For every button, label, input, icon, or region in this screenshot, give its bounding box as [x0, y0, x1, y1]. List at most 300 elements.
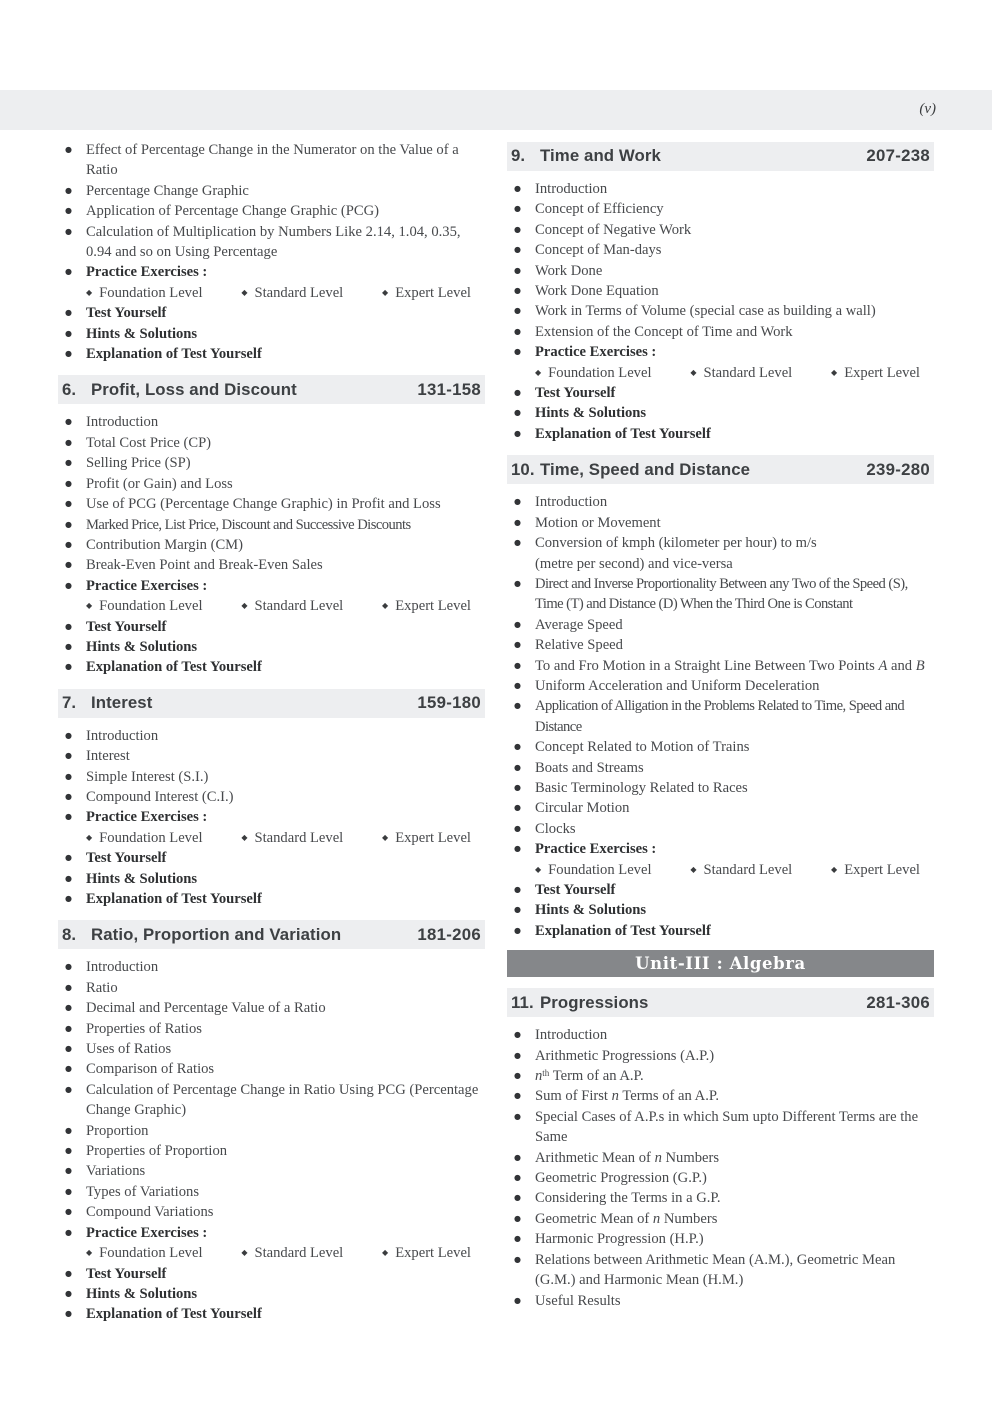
bullet-icon: ●	[514, 1091, 521, 1101]
practice-levels-row	[86, 283, 471, 303]
bullet-icon: ●	[65, 1268, 72, 1278]
bullet-icon: ●	[514, 265, 521, 275]
toc-item-text: Practice Exercises :	[86, 577, 208, 594]
bullet-icon: ●	[514, 1254, 521, 1264]
toc-item-text: Explanation of Test Yourself	[86, 1306, 262, 1323]
toc-item-text: Use of PCG (Percentage Change Graphic) in Profit and Loss	[86, 496, 441, 513]
toc-item-text: Percentage Change Graphic	[86, 182, 249, 199]
diamond-icon: ◆	[86, 601, 93, 611]
level-option	[535, 363, 652, 383]
practice-levels-row	[86, 828, 471, 848]
toc-item-text: Marked Price, List Price, Discount and Successive Discounts	[86, 516, 411, 533]
toc-item-text: Hints & Solutions	[86, 638, 198, 655]
toc-item	[58, 787, 485, 807]
chapter-topics	[507, 1025, 934, 1311]
toc-item-text: Conversion of kmph (kilometer per hour) to m/s (metre per second) and vice-versa	[535, 535, 817, 572]
diamond-icon: ◆	[241, 1248, 248, 1258]
level-label: Foundation Level	[99, 598, 203, 615]
level-label: Expert Level	[844, 861, 920, 878]
toc-item-text: Decimal and Percentage Value of a Ratio	[86, 1000, 326, 1017]
level-label: Foundation Level	[548, 364, 652, 381]
bullet-icon: ●	[65, 267, 72, 277]
chapter-number: 8.	[62, 924, 77, 944]
practice-levels-row	[86, 1243, 471, 1263]
toc-item	[507, 880, 934, 900]
chapter-topics	[58, 412, 485, 677]
bullet-icon: ●	[514, 762, 521, 772]
toc-item	[507, 261, 934, 281]
level-label: Expert Level	[395, 598, 471, 615]
bullet-icon: ●	[65, 328, 72, 338]
chapter-topics	[58, 726, 485, 910]
chapter-heading	[507, 988, 934, 1017]
bullet-icon: ●	[514, 803, 521, 813]
bullet-icon: ●	[65, 478, 72, 488]
bullet-icon: ●	[65, 499, 72, 509]
bullet-icon: ●	[514, 742, 521, 752]
bullet-icon: ●	[65, 539, 72, 549]
toc-item-text: Clocks	[535, 820, 576, 837]
toc-item-text: Simple Interest (S.I.)	[86, 768, 209, 785]
toc-item	[507, 574, 934, 615]
bullet-icon: ●	[65, 308, 72, 318]
bullet-icon: ●	[65, 206, 72, 216]
chapter-number: 9.	[511, 146, 526, 166]
toc-item	[58, 637, 485, 657]
toc-item-text: Relations between Arithmetic Mean (A.M.), Geometric Mean (G.M.) and Harmonic Mean (H.M.)	[535, 1251, 896, 1289]
bullet-icon: ●	[65, 894, 72, 903]
bullet-icon: ●	[65, 145, 72, 154]
bullet-icon: ●	[514, 640, 521, 650]
level-option	[382, 828, 471, 848]
toc-item-text: Basic Terminology Related to Races	[535, 779, 748, 796]
toc-item-text: Hints & Solutions	[86, 325, 198, 342]
toc-item	[58, 1304, 485, 1324]
chapter-section	[58, 920, 485, 1324]
toc-item	[58, 848, 485, 868]
bullet-icon: ●	[514, 306, 521, 316]
diamond-icon: ◆	[241, 287, 248, 297]
practice-levels-row	[535, 363, 920, 383]
toc-item	[58, 767, 485, 787]
chapter-section	[58, 689, 485, 910]
toc-item	[58, 201, 485, 221]
diamond-icon: ◆	[535, 864, 542, 874]
diamond-icon: ◆	[690, 367, 697, 377]
toc-item	[507, 179, 934, 199]
diamond-icon: ◆	[241, 601, 248, 611]
bullet-icon: ●	[514, 782, 521, 792]
toc-item	[507, 1107, 934, 1148]
bullet-icon: ●	[65, 185, 72, 195]
level-option	[241, 828, 343, 848]
toc-item	[507, 1025, 934, 1045]
diamond-icon: ◆	[382, 832, 389, 842]
unit-banner-label: Unit-III : Algebra	[635, 953, 806, 973]
toc-item-text: Test Yourself	[535, 882, 616, 898]
level-label: Foundation Level	[99, 284, 203, 301]
toc-item-text: Practice Exercises :	[86, 1224, 208, 1241]
bullet-icon: ●	[65, 580, 72, 590]
toc-item-text: Motion or Movement	[535, 514, 661, 531]
bullet-icon: ●	[65, 730, 72, 740]
level-option	[382, 283, 471, 303]
toc-item	[507, 281, 934, 301]
toc-item-text: Selling Price (SP)	[86, 455, 191, 472]
toc-item-text: Ratio	[86, 979, 118, 996]
level-label: Foundation Level	[99, 829, 203, 846]
toc-item-text: Special Cases of A.P.s in which Sum upto Different Terms are the Same	[535, 1108, 919, 1146]
toc-item	[507, 533, 934, 574]
chapter-heading	[58, 920, 485, 949]
level-option	[690, 363, 792, 383]
level-option	[86, 596, 203, 616]
toc-item	[58, 1223, 485, 1243]
toc-item	[58, 181, 485, 201]
toc-item	[58, 1080, 485, 1121]
chapter-continuation	[58, 140, 485, 364]
bullet-icon: ●	[514, 326, 521, 336]
bullet-icon: ●	[514, 1234, 521, 1244]
level-option	[535, 860, 652, 880]
bullet-icon: ●	[514, 388, 521, 398]
toc-item-text: Total Cost Price (CP)	[86, 434, 212, 451]
level-label: Expert Level	[395, 829, 471, 846]
toc-item	[58, 222, 485, 263]
toc-item-text: Profit (or Gain) and Loss	[86, 475, 233, 492]
diamond-icon: ◆	[86, 1248, 93, 1258]
level-label: Standard Level	[703, 861, 793, 878]
chapter-section	[507, 455, 934, 941]
chapter-page-range: 281-306	[866, 992, 930, 1012]
chapter-title: Ratio, Proportion and Variation	[91, 924, 342, 944]
chapter-page-range: 239-280	[866, 459, 930, 479]
toc-item-text: Explanation of Test Yourself	[86, 659, 262, 676]
bullet-icon: ●	[65, 621, 72, 631]
toc-item	[58, 869, 485, 889]
toc-item-text: Hints & Solutions	[535, 902, 647, 919]
bullet-icon: ●	[514, 823, 521, 833]
bullet-icon: ●	[65, 751, 72, 761]
bullet-icon: ●	[65, 1186, 72, 1196]
toc-item	[58, 1182, 485, 1202]
bullet-icon: ●	[514, 184, 521, 193]
toc-item-text: Compound Variations	[86, 1204, 214, 1221]
bullet-icon: ●	[514, 1050, 521, 1060]
bullet-icon: ●	[514, 538, 521, 548]
bullet-icon: ●	[65, 417, 72, 427]
chapter-page-range: 181-206	[417, 924, 481, 944]
chapter-heading	[58, 375, 485, 404]
level-label: Foundation Level	[99, 1245, 203, 1262]
chapter-number: 6.	[62, 379, 77, 399]
chapter-section	[507, 142, 934, 444]
page-header-band	[0, 90, 992, 130]
level-option	[241, 283, 343, 303]
bullet-icon: ●	[514, 517, 521, 527]
toc-item-text: Geometric Mean of n Numbers	[535, 1210, 718, 1227]
bullet-icon: ●	[514, 905, 521, 915]
toc-item	[58, 1059, 485, 1079]
bullet-icon: ●	[65, 962, 72, 972]
toc-item	[507, 1209, 934, 1229]
toc-item-text: Concept of Efficiency	[535, 201, 664, 218]
diamond-icon: ◆	[535, 367, 542, 377]
toc-item-text: Comparison of Ratios	[86, 1061, 215, 1078]
toc-item	[58, 303, 485, 323]
toc-item	[507, 635, 934, 655]
bullet-icon: ●	[514, 1173, 521, 1183]
toc-item-text: Uniform Acceleration and Uniform Deceleration	[535, 677, 820, 694]
toc-item	[507, 301, 934, 321]
toc-item-text: Relative Speed	[535, 637, 623, 654]
diamond-icon: ◆	[382, 601, 389, 611]
diamond-icon: ◆	[86, 287, 93, 297]
chapter-heading	[58, 689, 485, 718]
toc-item	[507, 1046, 934, 1066]
toc-item	[507, 1148, 934, 1168]
level-option	[382, 1243, 471, 1263]
bullet-icon: ●	[65, 1166, 72, 1176]
bullet-icon: ●	[514, 885, 521, 894]
toc-item-text: Direct and Inverse Proportionality Between any Two of the Speed (S), Time (T) and Distance (D) When the Third One is Constant	[535, 575, 908, 613]
toc-item-text: Test Yourself	[86, 618, 167, 635]
toc-item	[507, 383, 934, 403]
bullet-icon: ●	[514, 1030, 521, 1040]
toc-item	[58, 433, 485, 453]
bullet-icon: ●	[65, 853, 72, 863]
toc-item	[507, 199, 934, 219]
toc-item	[507, 819, 934, 839]
toc-item	[58, 1141, 485, 1161]
toc-item-text: To and Fro Motion in a Straight Line Between Two Points A and B	[535, 657, 925, 674]
chapter-topics	[58, 957, 485, 1324]
bullet-icon: ●	[514, 408, 521, 418]
toc-item-text: Contribution Margin (CM)	[86, 536, 244, 553]
level-option	[690, 860, 792, 880]
toc-item-text: Calculation of Percentage Change in Ratio Using PCG (Percentage Change Graphic)	[86, 1081, 479, 1119]
level-label: Expert Level	[395, 1245, 471, 1262]
toc-item-text: Introduction	[535, 181, 608, 197]
bullet-icon: ●	[514, 1111, 521, 1121]
chapter-title: Interest	[91, 693, 153, 713]
level-label: Standard Level	[254, 1245, 344, 1262]
bullet-icon: ●	[65, 812, 72, 822]
level-label: Expert Level	[395, 284, 471, 301]
bullet-icon: ●	[514, 1152, 521, 1162]
toc-item	[507, 424, 934, 444]
bullet-icon: ●	[65, 1044, 72, 1054]
toc-item	[507, 513, 934, 533]
toc-item-text: Introduction	[86, 959, 159, 976]
diamond-icon: ◆	[241, 832, 248, 842]
bullet-icon: ●	[65, 791, 72, 801]
toc-item-text: Considering the Terms in a G.P.	[535, 1190, 721, 1207]
bullet-icon: ●	[65, 1227, 72, 1237]
unit-banner	[507, 950, 934, 977]
toc-item-text: Test Yourself	[86, 305, 167, 322]
bullet-icon: ●	[514, 286, 521, 296]
level-option	[831, 860, 920, 880]
toc-item	[507, 220, 934, 240]
toc-item	[507, 778, 934, 798]
bullet-icon: ●	[514, 619, 521, 629]
toc-item	[58, 746, 485, 766]
toc-item	[507, 1188, 934, 1208]
toc-item	[58, 657, 485, 677]
toc-item-text: Useful Results	[535, 1292, 621, 1309]
toc-item	[58, 262, 485, 282]
toc-item	[58, 344, 485, 364]
chapter-page-range: 131-158	[417, 379, 481, 399]
level-label: Foundation Level	[548, 861, 652, 878]
toc-item	[58, 807, 485, 827]
toc-item-text: Calculation of Multiplication by Numbers Like 2.14, 1.04, 0.35, 0.94 and so on Using Percentage	[86, 223, 461, 261]
toc-item-text: Introduction	[535, 494, 608, 511]
toc-item	[507, 921, 934, 941]
toc-item	[507, 1291, 934, 1311]
toc-item	[507, 900, 934, 920]
bullet-icon: ●	[514, 578, 521, 588]
toc-item-text: Introduction	[535, 1027, 608, 1044]
bullet-icon: ●	[514, 660, 521, 670]
diamond-icon: ◆	[382, 287, 389, 297]
toc-item-text: Variations	[86, 1163, 146, 1180]
bullet-icon: ●	[65, 560, 72, 570]
level-option	[241, 596, 343, 616]
toc-item	[507, 342, 934, 362]
toc-item	[58, 140, 485, 181]
bullet-icon: ●	[514, 1071, 521, 1081]
level-option	[86, 283, 203, 303]
toc-item	[58, 453, 485, 473]
bullet-icon: ●	[65, 349, 72, 359]
toc-item	[507, 758, 934, 778]
toc-item-text: Arithmetic Mean of n Numbers	[535, 1149, 720, 1166]
bullet-icon: ●	[65, 771, 72, 781]
toc-item-text: Proportion	[86, 1122, 149, 1139]
toc-item	[58, 494, 485, 514]
level-option	[831, 363, 920, 383]
toc-item-text: Harmonic Progression (H.P.)	[535, 1231, 704, 1248]
chapter-title: Progressions	[540, 992, 649, 1012]
level-option	[241, 1243, 343, 1263]
toc-item	[58, 1161, 485, 1181]
toc-item	[58, 576, 485, 596]
chapter-title: Time, Speed and Distance	[540, 459, 751, 479]
toc-item-text: Test Yourself	[535, 385, 616, 402]
toc-item	[507, 1066, 934, 1086]
toc-item	[507, 1229, 934, 1249]
bullet-icon: ●	[65, 1288, 72, 1298]
toc-columns	[58, 140, 934, 1325]
toc-item-text: Properties of Proportion	[86, 1143, 228, 1160]
diamond-icon: ◆	[86, 832, 93, 842]
diamond-icon: ◆	[690, 864, 697, 874]
toc-item	[58, 957, 485, 977]
toc-item-text: Explanation of Test Yourself	[535, 922, 711, 939]
bullet-icon: ●	[65, 226, 72, 236]
toc-item-text: Average Speed	[535, 616, 623, 633]
chapter-title: Time and Work	[540, 146, 661, 166]
toc-item-text: Test Yourself	[86, 850, 167, 867]
bullet-icon: ●	[65, 982, 72, 992]
toc-item	[58, 726, 485, 746]
bullet-icon: ●	[65, 458, 72, 468]
toc-item	[58, 515, 485, 535]
toc-item-text: Extension of the Concept of Time and Work	[535, 323, 793, 340]
toc-item	[58, 1121, 485, 1141]
toc-item-text: Concept of Negative Work	[535, 221, 692, 238]
level-label: Standard Level	[703, 364, 793, 381]
toc-item-text: Concept Related to Motion of Trains	[535, 739, 750, 756]
chapter-section	[507, 988, 934, 1311]
bullet-icon: ●	[65, 1084, 72, 1094]
toc-item	[507, 615, 934, 635]
level-label: Expert Level	[844, 364, 920, 381]
bullet-icon: ●	[65, 437, 72, 447]
bullet-icon: ●	[65, 1064, 72, 1074]
toc-item	[58, 1019, 485, 1039]
toc-item-text: $n^{th}$ Term of an A.P.	[535, 1068, 644, 1085]
toc-item-text: Hints & Solutions	[535, 405, 647, 422]
toc-item-text: Practice Exercises :	[86, 264, 208, 281]
toc-item	[58, 889, 485, 909]
toc-item	[58, 535, 485, 555]
toc-item	[58, 412, 485, 432]
toc-item-text: Test Yourself	[86, 1265, 167, 1282]
toc-item-text: Compound Interest (C.I.)	[86, 788, 234, 805]
chapter-heading	[507, 142, 934, 171]
toc-item	[507, 1250, 934, 1291]
toc-item	[507, 696, 934, 737]
diamond-icon: ◆	[831, 367, 838, 377]
toc-column-right	[507, 140, 934, 1311]
bullet-icon: ●	[65, 1146, 72, 1156]
toc-item-text: Properties of Ratios	[86, 1020, 202, 1037]
chapter-topics	[507, 492, 934, 941]
chapter-heading	[507, 455, 934, 484]
toc-item	[507, 322, 934, 342]
toc-item	[507, 403, 934, 423]
toc-item-text: Types of Variations	[86, 1183, 200, 1200]
toc-item-text: Practice Exercises :	[86, 809, 208, 826]
toc-item-text: Work in Terms of Volume (special case as building a wall)	[535, 303, 876, 320]
toc-item	[507, 656, 934, 676]
toc-item-text: Practice Exercises :	[535, 344, 657, 361]
toc-item-text: Effect of Percentage Change in the Numerator on the Value of a Ratio	[86, 142, 459, 179]
bullet-icon: ●	[514, 204, 521, 214]
bullet-icon: ●	[514, 844, 521, 854]
chapter-number: 7.	[62, 693, 77, 713]
toc-item-text: Concept of Man-days	[535, 242, 662, 259]
toc-item	[58, 998, 485, 1018]
bullet-icon: ●	[514, 1295, 521, 1305]
bullet-icon: ●	[65, 1309, 72, 1319]
level-option	[86, 1243, 203, 1263]
toc-item	[507, 240, 934, 260]
toc-item-text: Application of Percentage Change Graphic (PCG)	[86, 203, 380, 220]
toc-item	[507, 492, 934, 512]
toc-item-text: Sum of First n Terms of an A.P.	[535, 1088, 719, 1105]
toc-item	[58, 617, 485, 637]
toc-item-text: Boats and Streams	[535, 759, 644, 776]
chapter-title: Profit, Loss and Discount	[91, 379, 297, 399]
toc-item	[58, 1202, 485, 1222]
bullet-icon: ●	[514, 224, 521, 234]
bullet-icon: ●	[65, 662, 72, 672]
toc-item-text: Break-Even Point and Break-Even Sales	[86, 557, 323, 574]
